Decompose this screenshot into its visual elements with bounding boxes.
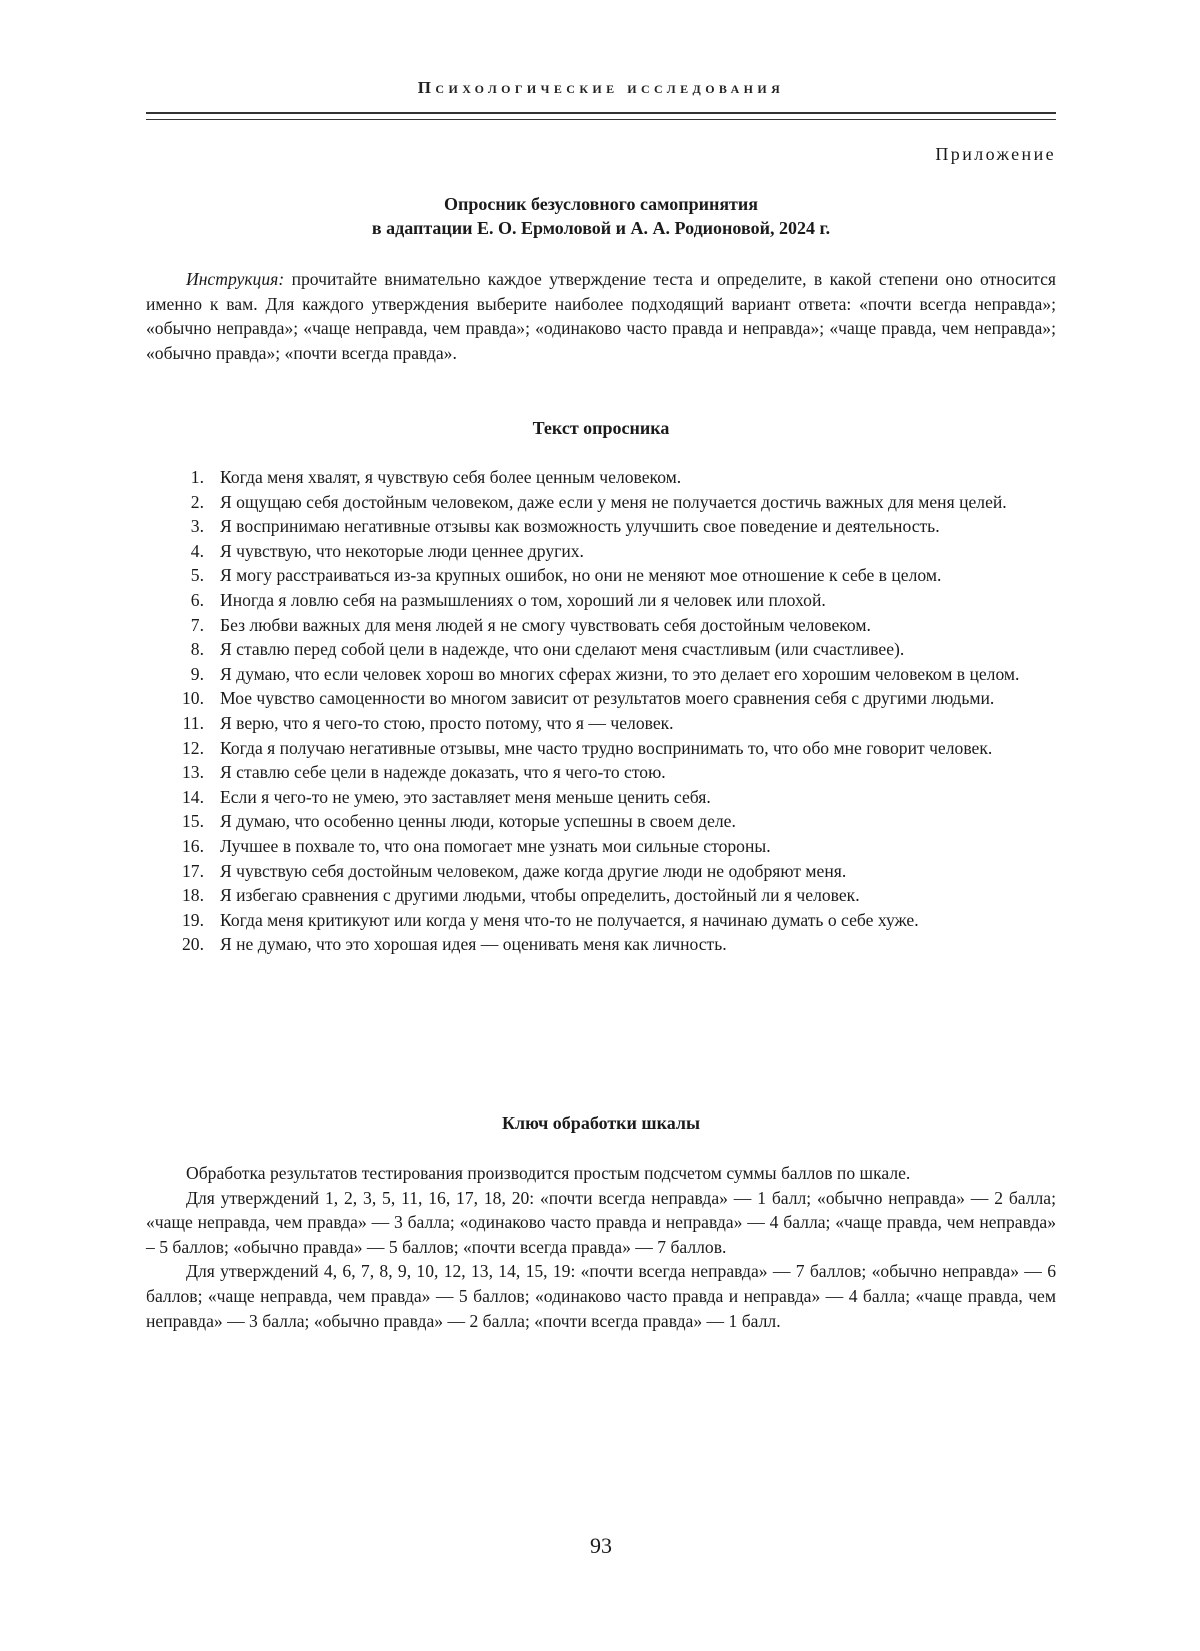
item-text: Я не думаю, что это хорошая идея — оценивать меня как личность. bbox=[220, 934, 727, 954]
header-rule-thin bbox=[146, 119, 1056, 120]
item-number: 2. bbox=[146, 490, 204, 515]
item-text: Иногда я ловлю себя на размышлениях о том, хороший ли я человек или плохой. bbox=[220, 590, 826, 610]
item-text: Я воспринимаю негативные отзывы как возможность улучшить свое поведение и деятельность. bbox=[220, 516, 940, 536]
item-text: Мое чувство самоценности во многом зависит от результатов моего сравнения себя с другими людьми. bbox=[220, 688, 994, 708]
running-head-title: Психологические исследования bbox=[146, 78, 1056, 98]
item-number: 20. bbox=[146, 932, 204, 957]
item-text: Когда меня хвалят, я чувствую себя более ценным человеком. bbox=[220, 467, 681, 487]
scoring-key-paragraph: Обработка результатов тестирования производится простым подсчетом суммы баллов по шкале. bbox=[146, 1161, 1056, 1186]
item-number: 9. bbox=[146, 662, 204, 687]
questionnaire-item bbox=[146, 736, 1056, 761]
item-text: Я думаю, что особенно ценны люди, которые успешны в своем деле. bbox=[220, 811, 736, 831]
item-number: 1. bbox=[146, 465, 204, 490]
instruction-text: прочитайте внимательно каждое утверждение теста и определите, в какой степени оно относится именно к вам. Для каждого утверждения выберите наиболее подходящий вариант ответа: «почти всегда неправда»; «обычно неправда»; «чаще неправда, чем правда»; «одинаково часто правда и неправда»; «чаще правда, чем неправда»; «обычно правда»; «почти всегда правда». bbox=[146, 269, 1056, 363]
questionnaire-item bbox=[146, 932, 1056, 957]
questionnaire-item bbox=[146, 809, 1056, 834]
header-rule-thick bbox=[146, 112, 1056, 114]
instruction-paragraph bbox=[146, 267, 1056, 365]
questionnaire-item bbox=[146, 514, 1056, 539]
item-number: 17. bbox=[146, 859, 204, 884]
item-number: 4. bbox=[146, 539, 204, 564]
item-text: Я могу расстраиваться из-за крупных ошибок, но они не меняют мое отношение к себе в целом. bbox=[220, 565, 941, 585]
questionnaire-item bbox=[146, 490, 1056, 515]
questionnaire-item bbox=[146, 834, 1056, 859]
instruction-label: Инструкция: bbox=[186, 269, 284, 289]
item-number: 15. bbox=[146, 809, 204, 834]
questionnaire-item bbox=[146, 686, 1056, 711]
journal-page bbox=[146, 0, 1056, 1651]
document-title-line-1: Опросник безусловного самопринятия bbox=[146, 192, 1056, 216]
questionnaire-item bbox=[146, 637, 1056, 662]
scoring-key-paragraph: Для утверждений 1, 2, 3, 5, 11, 16, 17, 18, 20: «почти всегда неправда» — 1 балл; «обычно неправда» — 2 балла; «чаще неправда, чем правда» — 3 балла; «одинаково часто правда и неправда» — 4 балла; «чаще правда, чем неправда» – 5 баллов; «обычно правда» — 5 баллов; «почти всегда правда» — 7 баллов. bbox=[146, 1186, 1056, 1260]
item-number: 7. bbox=[146, 613, 204, 638]
item-number: 13. bbox=[146, 760, 204, 785]
item-text: Я верю, что я чего-то стою, просто потому, что я — человек. bbox=[220, 713, 674, 733]
scoring-key-text bbox=[146, 1161, 1056, 1333]
scoring-key-paragraph: Для утверждений 4, 6, 7, 8, 9, 10, 12, 13, 14, 15, 19: «почти всегда неправда» — 7 баллов; «обычно неправда» — 6 баллов; «чаще неправда, чем правда» — 5 баллов; «одинаково часто правда и неправда» — 4 балла; «чаще правда, чем неправда» — 3 балла; «обычно правда» — 2 балла; «почти всегда правда» — 1 балл. bbox=[146, 1259, 1056, 1333]
questionnaire-item bbox=[146, 662, 1056, 687]
item-text: Я чувствую, что некоторые люди ценнее других. bbox=[220, 541, 584, 561]
item-number: 8. bbox=[146, 637, 204, 662]
item-text: Я ставлю себе цели в надежде доказать, что я чего-то стою. bbox=[220, 762, 666, 782]
item-number: 3. bbox=[146, 514, 204, 539]
item-text: Когда я получаю негативные отзывы, мне часто трудно воспринимать то, что обо мне говорит человек. bbox=[220, 738, 992, 758]
item-text: Лучшее в похвале то, что она помогает мне узнать мои сильные стороны. bbox=[220, 836, 771, 856]
item-number: 11. bbox=[146, 711, 204, 736]
item-text: Я думаю, что если человек хорош во многих сферах жизни, то это делает его хорошим человеком в целом. bbox=[220, 664, 1019, 684]
questionnaire-item bbox=[146, 711, 1056, 736]
item-text: Я ощущаю себя достойным человеком, даже если у меня не получается достичь важных для меня целей. bbox=[220, 492, 1007, 512]
item-number: 12. bbox=[146, 736, 204, 761]
questionnaire-item bbox=[146, 785, 1056, 810]
questionnaire-item bbox=[146, 760, 1056, 785]
item-number: 16. bbox=[146, 834, 204, 859]
item-text: Я чувствую себя достойным человеком, даже когда другие люди не одобряют меня. bbox=[220, 861, 846, 881]
scoring-key-heading: Ключ обработки шкалы bbox=[146, 1113, 1056, 1134]
item-text: Я ставлю перед собой цели в надежде, что они сделают меня счастливым (или счастливее). bbox=[220, 639, 904, 659]
page-number: 93 bbox=[146, 1533, 1056, 1559]
appendix-label: Приложение bbox=[935, 144, 1056, 165]
questionnaire-item-list bbox=[146, 465, 1056, 957]
document-title bbox=[146, 192, 1056, 240]
item-number: 5. bbox=[146, 563, 204, 588]
questionnaire-item bbox=[146, 465, 1056, 490]
questionnaire-item bbox=[146, 908, 1056, 933]
item-text: Когда меня критикуют или когда у меня что-то не получается, я начинаю думать о себе хуже. bbox=[220, 910, 919, 930]
item-number: 18. bbox=[146, 883, 204, 908]
questionnaire-item bbox=[146, 539, 1056, 564]
item-number: 14. bbox=[146, 785, 204, 810]
item-text: Если я чего-то не умею, это заставляет меня меньше ценить себя. bbox=[220, 787, 711, 807]
item-number: 6. bbox=[146, 588, 204, 613]
questionnaire-item bbox=[146, 588, 1056, 613]
item-text: Я избегаю сравнения с другими людьми, чтобы определить, достойный ли я человек. bbox=[220, 885, 860, 905]
questionnaire-item bbox=[146, 613, 1056, 638]
document-title-line-2: в адаптации Е. О. Ермоловой и А. А. Родионовой, 2024 г. bbox=[146, 216, 1056, 240]
item-text: Без любви важных для меня людей я не смогу чувствовать себя достойным человеком. bbox=[220, 615, 871, 635]
questionnaire-item bbox=[146, 883, 1056, 908]
item-number: 19. bbox=[146, 908, 204, 933]
item-number: 10. bbox=[146, 686, 204, 711]
questionnaire-item bbox=[146, 859, 1056, 884]
questionnaire-heading: Текст опросника bbox=[146, 418, 1056, 439]
questionnaire-item bbox=[146, 563, 1056, 588]
